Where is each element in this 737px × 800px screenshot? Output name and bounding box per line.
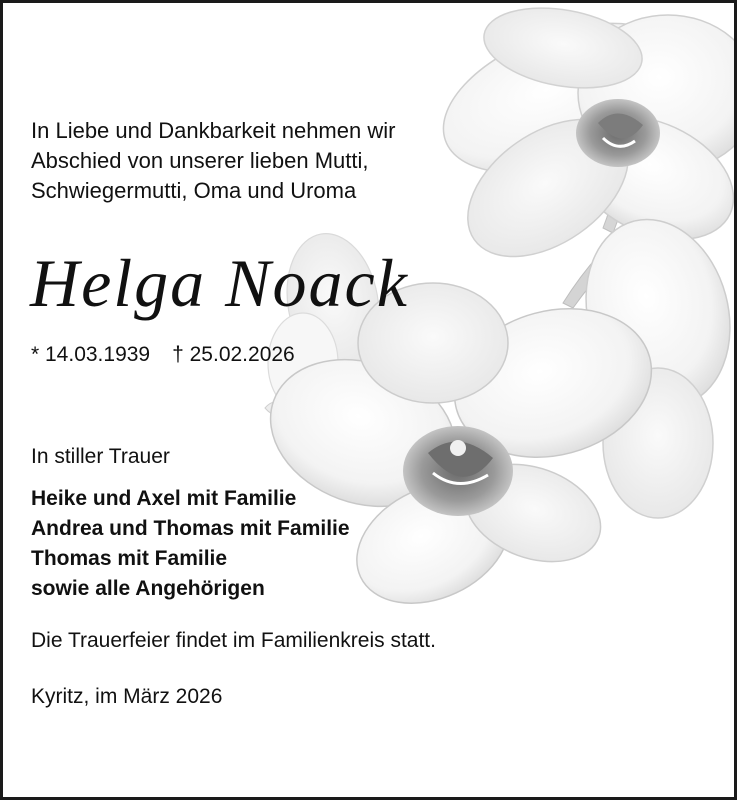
mourner-line: sowie alle Angehörigen xyxy=(31,577,265,600)
life-dates xyxy=(31,341,295,369)
birth-date: * 14.03.1939 xyxy=(31,343,151,366)
funeral-note: Die Trauerfeier findet im Familienkreis statt. xyxy=(31,629,436,652)
mourner-line: Heike und Axel mit Familie xyxy=(31,487,297,510)
intro-line: In Liebe und Dankbarkeit nehmen wir xyxy=(31,118,396,143)
death-date: † 25.02.2026 xyxy=(172,343,295,366)
intro-text xyxy=(31,116,395,206)
intro-line: Schwiegermutti, Oma und Uroma xyxy=(31,178,357,203)
mourners-list xyxy=(31,484,350,604)
mourner-line: Andrea und Thomas mit Familie xyxy=(31,517,350,540)
mourner-line: Thomas mit Familie xyxy=(31,547,228,570)
place-date: Kyritz, im März 2026 xyxy=(31,685,223,708)
mourning-heading: In stiller Trauer xyxy=(31,445,170,468)
intro-line: Abschied von unserer lieben Mutti, xyxy=(31,148,369,173)
deceased-name: Helga Noack xyxy=(30,245,409,321)
